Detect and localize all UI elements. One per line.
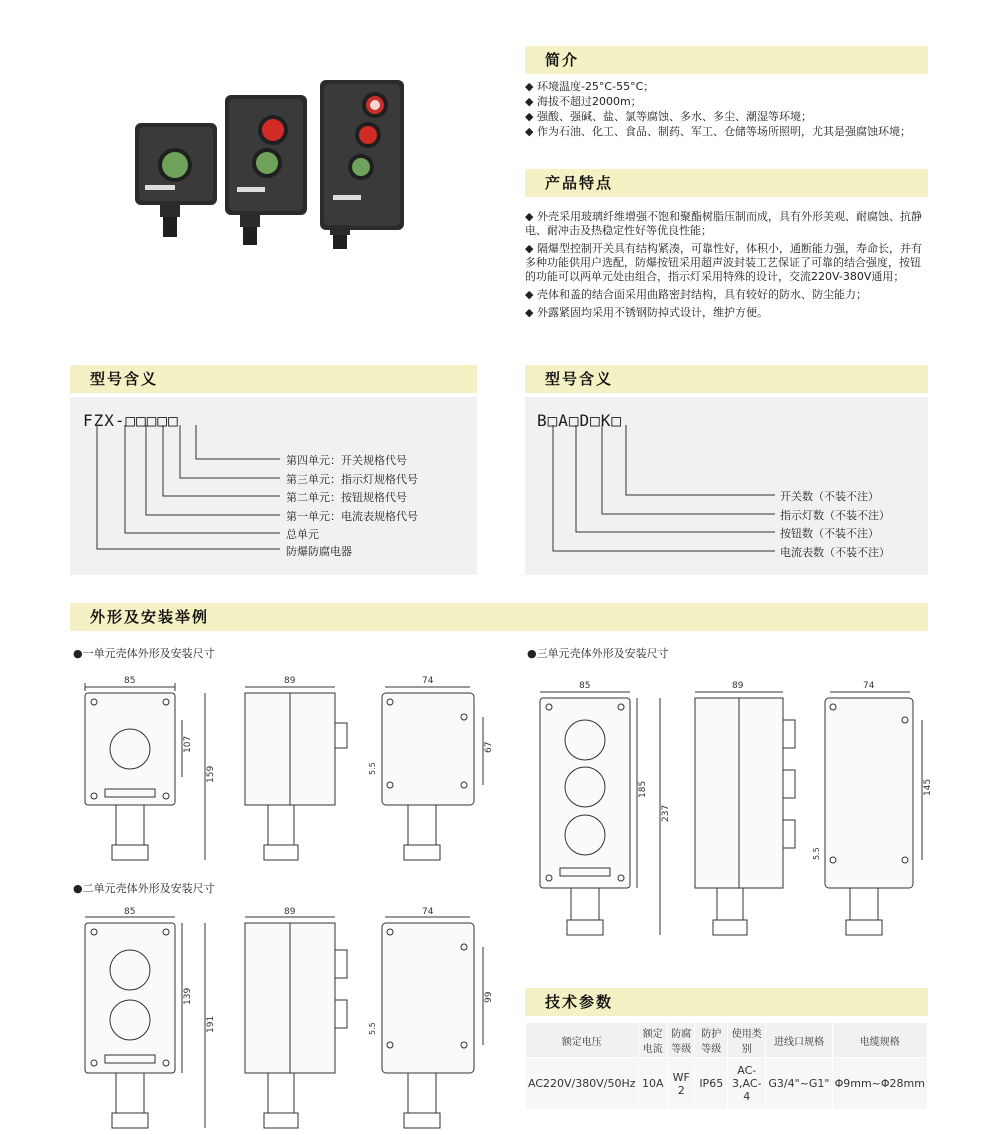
model-right-code: B□A□D□K□: [537, 411, 623, 430]
two-unit-caption: ●二单元壳体外形及安装尺寸: [73, 882, 215, 895]
dim-label: 89: [732, 681, 744, 691]
one-unit-drawing: [70, 665, 510, 870]
dim-label: 85: [124, 676, 136, 686]
tech-header-cell: 防护等级: [695, 1023, 728, 1058]
three-unit-drawing: [525, 670, 935, 940]
intro-item: ◆ 环境温度-25°C-55°C；: [525, 80, 655, 93]
tech-value-cell: AC-3,AC-4: [728, 1058, 766, 1110]
intro-header: [525, 46, 928, 74]
dim-label: 237: [661, 804, 671, 822]
model-left-label: 第二单元：按钮规格代号: [286, 491, 407, 504]
tech-value-cell: AC220V/380V/50Hz: [526, 1058, 639, 1110]
install-title: 外形及安装举例: [90, 608, 210, 626]
tech-header-row: [526, 1023, 928, 1058]
tech-header-cell: 使用类别: [728, 1023, 766, 1058]
single-unit-switch: [135, 123, 217, 237]
intro-item: ◆ 作为石油、化工、食品、制药、军工、仓储等场所照明，尤其是强腐蚀环境；: [525, 125, 911, 138]
dim-label: 191: [206, 1015, 216, 1033]
dim-label: 89: [284, 907, 296, 917]
model-left-header: [70, 365, 477, 393]
three-unit-caption: ●三单元壳体外形及安装尺寸: [527, 647, 669, 660]
model-left-label: 第四单元：开关规格代号: [286, 454, 407, 467]
dim-label: 74: [422, 907, 434, 917]
dim-label: 145: [923, 778, 933, 796]
model-right-header: [525, 365, 928, 393]
tech-value-cell: 10A: [638, 1058, 668, 1110]
install-header: [70, 603, 928, 631]
dim-label: 85: [124, 907, 136, 917]
dim-label: 85: [579, 681, 591, 691]
two-unit-switch: [225, 95, 307, 245]
features-item: ◆ 隔爆型控制开关具有结构紧凑，可靠性好，体积小，通断能力强，寿命长，并有多种功能供用户选配，防爆按钮采用超声波封装工艺保证了可靠的结合强度，按钮的功能可以两单元处由组合，指示灯采用特殊的设计，交流220V-380V通用；: [525, 242, 922, 283]
intro-item: ◆ 强酸、强碱、盐、氯等腐蚀、多水、多尘、潮湿等环境；: [525, 110, 812, 123]
features-title: 产品特点: [545, 174, 614, 192]
model-left-code: FZX-□□□□□: [83, 411, 179, 430]
intro-list: [525, 80, 945, 140]
model-right-label: 电流表数（不装不注）: [780, 546, 890, 559]
tech-table: [525, 1022, 928, 1110]
dim-label: 5.5: [368, 1022, 377, 1035]
model-right-label: 按钮数（不装不注）: [780, 527, 879, 540]
tech-header-cell: 额定电流: [638, 1023, 668, 1058]
model-left-label: 防爆防腐电器: [286, 545, 352, 558]
intro-item: ◆ 海拔不超过2000m；: [525, 95, 642, 108]
tech-header-cell: 电缆规格: [832, 1023, 927, 1058]
features-item: ◆ 外露紧固均采用不锈钢防掉式设计，维护方便。: [525, 306, 768, 319]
two-unit-drawing: [70, 905, 510, 1135]
dim-label: 139: [183, 987, 193, 1005]
three-unit-switch: [320, 80, 404, 249]
dim-label: 159: [206, 765, 216, 783]
tech-header-cell: 进线口规格: [766, 1023, 832, 1058]
product-photo: [125, 75, 445, 250]
model-left-label: 第三单元：指示灯规格代号: [286, 473, 418, 486]
dim-label: 74: [422, 676, 434, 686]
one-unit-caption: ●一单元壳体外形及安装尺寸: [73, 647, 215, 660]
tech-header: [525, 988, 928, 1016]
dim-label: 5.5: [812, 847, 821, 860]
tech-value-cell: WF 2: [668, 1058, 695, 1110]
intro-title: 简介: [545, 51, 580, 69]
tech-value-cell: IP65: [695, 1058, 728, 1110]
features-item: ◆ 外壳采用玻璃纤维增强不饱和聚酯树脂压制而成，具有外形美观、耐腐蚀、抗静电、耐冲击及热稳定性好等优良性能；: [525, 210, 922, 237]
dim-label: 67: [484, 741, 494, 753]
tech-header-cell: 防腐等级: [668, 1023, 695, 1058]
dim-label: 89: [284, 676, 296, 686]
model-right-label: 指示灯数（不装不注）: [780, 509, 890, 522]
dim-label: 5.5: [368, 762, 377, 775]
model-right-title: 型号含义: [545, 370, 614, 388]
tech-value-row: [526, 1058, 928, 1110]
model-right-label: 开关数（不装不注）: [780, 490, 879, 503]
tech-header-cell: 额定电压: [526, 1023, 639, 1058]
features-list: [525, 210, 930, 321]
tech-value-cell: Φ9mm~Φ28mm: [832, 1058, 927, 1110]
dim-label: 74: [863, 681, 875, 691]
dim-label: 107: [183, 735, 193, 753]
dim-label: 185: [638, 780, 648, 798]
features-item: ◆ 壳体和盖的结合面采用曲路密封结构，具有较好的防水、防尘能力；: [525, 288, 867, 301]
tech-title: 技术参数: [545, 993, 614, 1011]
dim-label: 99: [484, 991, 494, 1003]
model-left-label: 第一单元：电流表规格代号: [286, 510, 418, 523]
features-header: [525, 169, 928, 197]
model-left-label: 总单元: [286, 528, 319, 541]
model-left-title: 型号含义: [90, 370, 159, 388]
tech-value-cell: G3/4"~G1": [766, 1058, 832, 1110]
